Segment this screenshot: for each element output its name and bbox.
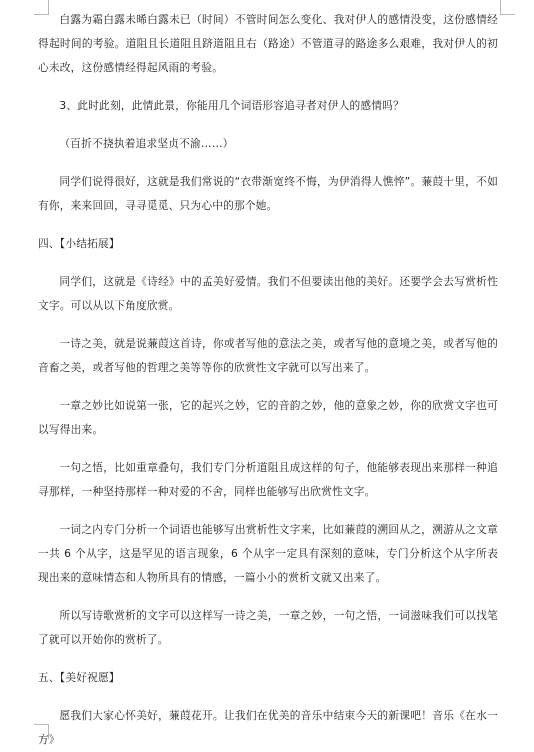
paragraph-poem-beauty: 一诗之美，就是说蒹葭这首诗，你或者写他的意法之美，或者写他的意境之美，或者写他的音畜之美，或者写他的哲理之美等等你的欣赏性文字就可以写出来了。 — [38, 337, 498, 374]
section-heading-wishes: 五、【美好祝愿】 — [38, 671, 120, 684]
paragraph-teacher-comment: 同学们说得很好，这就是我们常说的“衣带渐宽终不悔，为伊消得人憔悴”。蒹葭十里，不如有你，来来回回，寻寻觅觅、只为心中的那个她。 — [38, 175, 498, 212]
paragraph-closing-wish: 愿我们大家心怀美好，蒹葭花开。让我们在优美的音乐中结束今天的新课吧！音乐《在水一方》 — [38, 709, 498, 746]
paragraph-sentence-insight: 一句之悟，比如重章叠句，我们专门分析道阻且成这样的句子，他能够表现出来那样一种追寻那样，一种坚持那样一种对爱的不舍，同样也能够写出欣赏性文字。 — [38, 461, 498, 498]
document-body — [38, 8, 498, 752]
paragraph-poem-analysis: 白露为霜白露未晞白露未已（时间）不管时间怎么变化、我对伊人的感情没变，这份感情经得起时间的考验。道阻且长道阻且跻道阻且右（路途）不管道寻的路途多么艰难，我对伊人的初心未改，这份感情经得起风雨的考验。 — [38, 13, 498, 74]
paragraph-chapter-wonder: 一章之妙比如说第一张，它的起兴之妙，它的音韵之妙，他的意象之妙，你的欣赏文字也可以写得出来。 — [38, 399, 498, 436]
top-right-crop-mark — [500, 0, 515, 15]
paragraph-word-analysis: 一词之内专门分析一个词语也能够写出赏析性文字来，比如蒹葭的溯回从之，溯游从之文章一共 6 个从字，这是罕见的语言现象，6 个从字一定具有深刻的意味，专门分析这个从字所表现出来的意味情态和人物所具有的情感，一篇小小的赏析文就又出来了。 — [38, 523, 498, 584]
paragraph-writing-method: 所以写诗歌赏析的文字可以这样写一诗之美，一章之妙，一句之悟，一词滋味我们可以找笔了就可以开始你的赏析了。 — [38, 609, 498, 646]
paragraph-question-3: 3、此时此刻，此情此景，你能用几个词语形容追寻者对伊人的感情吗？ — [59, 99, 404, 112]
paragraph-summary-intro: 同学们，这就是《诗经》中的孟美好爱情。我们不但要读出他的美好。还要学会去写赏析性文字。可以从以下角度欣赏。 — [38, 275, 498, 312]
section-heading-summary: 四、【小结拓展】 — [38, 237, 120, 250]
paragraph-answer-words: （百折不挠执着追求坚贞不渝……） — [59, 137, 234, 150]
